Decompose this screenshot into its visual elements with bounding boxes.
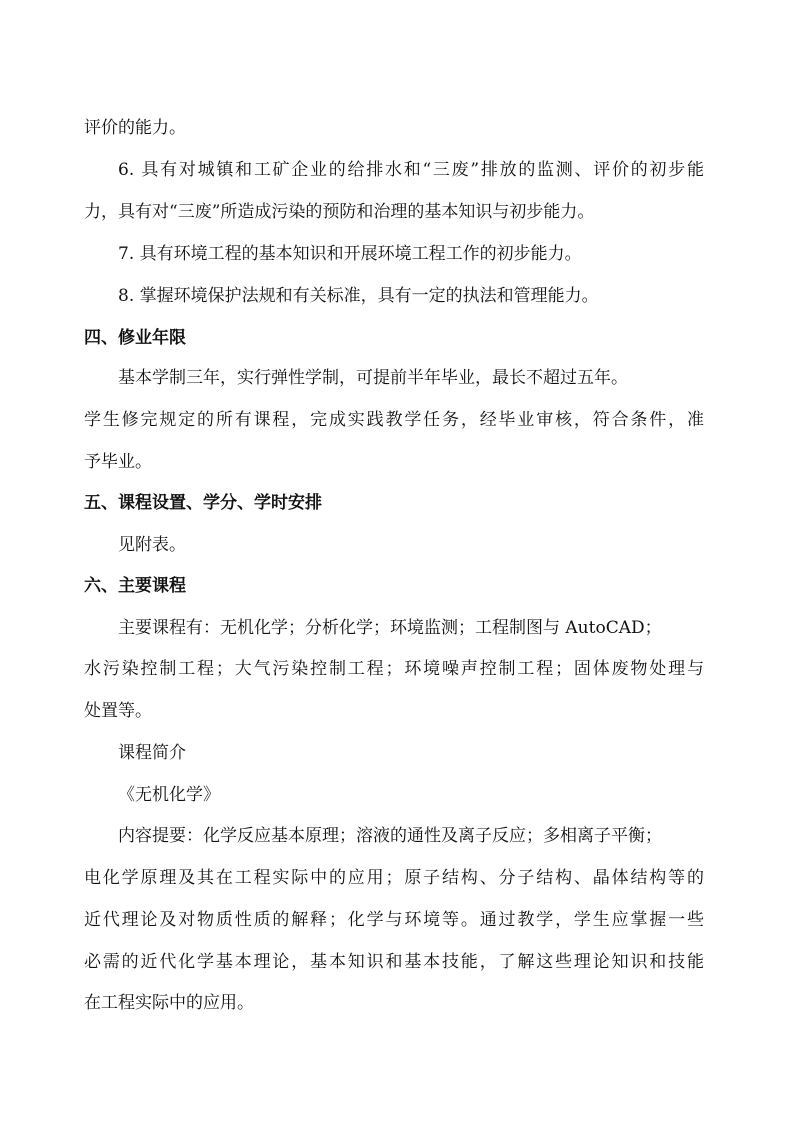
text-line: 力，具有对“三废”所造成污染的预防和治理的基本知识与初步能力。: [84, 202, 595, 222]
text-line: 内容提要：化学反应基本原理；溶液的通性及离子反应；多相离子平衡；: [118, 826, 662, 846]
section-heading: 四、修业年限: [84, 328, 186, 348]
text-line: 见附表。: [118, 535, 186, 555]
text-line: 必需的近代化学基本理论，基本知识和基本技能，了解这些理论知识和技能: [84, 952, 704, 972]
text-line: 7. 具有环境工程的基本知识和开展环境工程工作的初步能力。: [118, 244, 582, 264]
text-line: 课程简介: [118, 743, 186, 763]
text-line: 6. 具有对城镇和工矿企业的给排水和“三废”排放的监测、评价的初步能: [118, 160, 704, 180]
text-line: 在工程实际中的应用。: [84, 993, 254, 1013]
text-line: 学生修完规定的所有课程，完成实践教学任务，经毕业审核，符合条件，准: [84, 410, 704, 430]
text-line: 主要课程有：无机化学；分析化学；环境监测；工程制图与 AutoCAD；: [118, 618, 662, 638]
text-line: 水污染控制工程；大气污染控制工程；环境噪声控制工程；固体废物处理与: [84, 659, 704, 679]
text-line: 予毕业。: [84, 452, 152, 472]
text-line: 评价的能力。: [84, 118, 186, 138]
text-line: 处置等。: [84, 701, 152, 721]
text-line: 近代理论及对物质性质的解释；化学与环境等。通过教学，学生应掌握一些: [84, 910, 704, 930]
section-heading: 六、主要课程: [84, 576, 186, 596]
course-title: 《无机化学》: [118, 785, 220, 805]
text-line: 8. 掌握环境保护法规和有关标准，具有一定的执法和管理能力。: [118, 286, 599, 306]
text-line: 电化学原理及其在工程实际中的应用；原子结构、分子结构、晶体结构等的: [84, 868, 704, 888]
text-line: 基本学制三年，实行弹性学制，可提前半年毕业，最长不超过五年。: [118, 368, 628, 388]
section-heading: 五、课程设置、学分、学时安排: [84, 493, 322, 513]
